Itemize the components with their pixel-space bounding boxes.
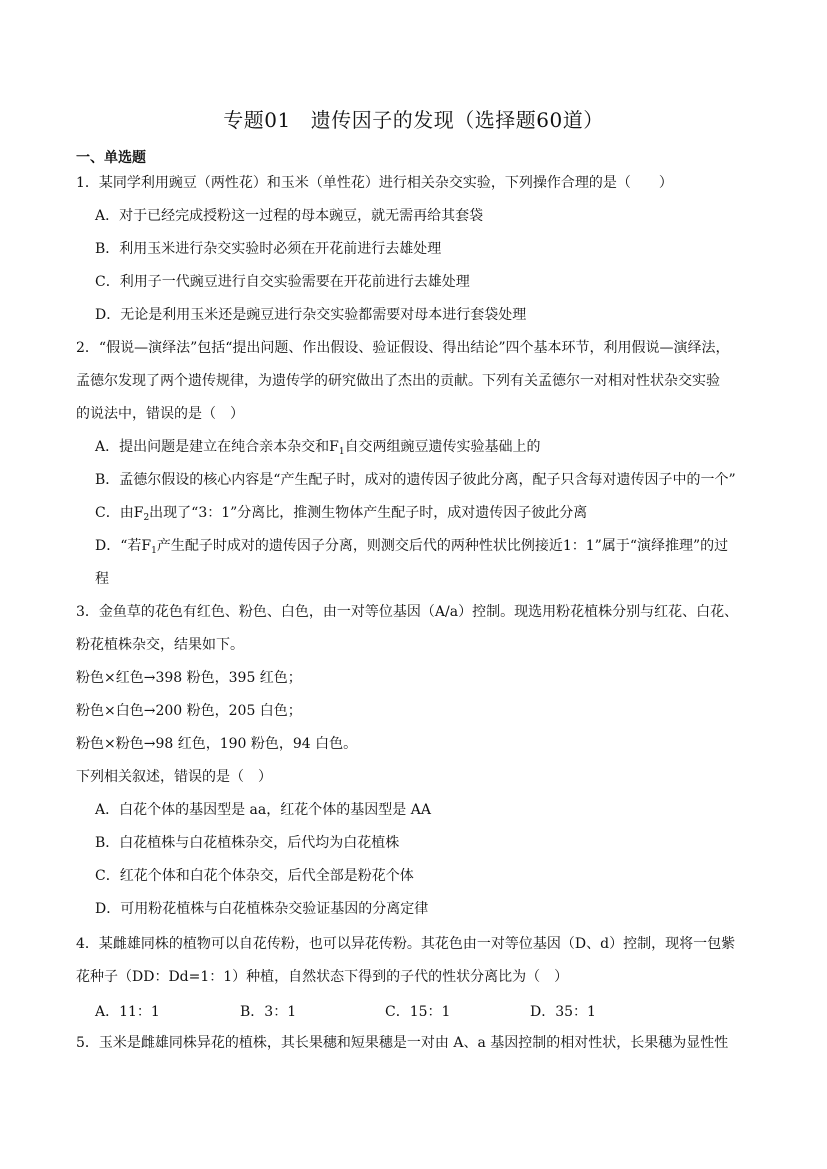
q4-option-c: C．15：1	[385, 1004, 451, 1020]
q4-option-a: A．11：1	[95, 1004, 160, 1020]
q3-result-3: 粉色×粉色→98 红色，190 粉色，94 白色。	[76, 736, 358, 752]
q2-option-a: A．提出问题是建立在纯合亲本杂交和$F_1$自交两组豌豆遗传实验基础上的	[95, 439, 541, 457]
q1-option-c: C．利用子一代豌豆进行自交实验需要在开花前进行去雄处理	[95, 274, 470, 290]
q2-option-d-cont: 程	[95, 571, 109, 587]
q2-option-d: D．“若$F_1$产生配子时成对的遗传因子分离，则测交后代的两种性状比例接近1：1”属于“演绎推理”的过	[95, 538, 729, 556]
q2-stem-line1: 2．“假说—演绎法”包括“提出问题、作出假设、验证假设、得出结论”四个基本环节，利用假说—演绎法，	[76, 340, 730, 356]
section-heading: 一、单选题	[76, 150, 146, 166]
q3-option-a: A．白花个体的基因型是 aa，红花个体的基因型是 AA	[95, 802, 431, 818]
q3-option-b: B．白花植株与白花植株杂交，后代均为白花植株	[95, 835, 400, 851]
q1-option-d: D．无论是利用玉米还是豌豆进行杂交实验都需要对母本进行套袋处理	[95, 307, 527, 323]
q4-stem-line2: 花种子（DD：Dd=1：1）种植，自然状态下得到的子代的性状分离比为（ ）	[76, 969, 569, 985]
q4-options	[95, 1001, 675, 1021]
q3-option-d: D．可用粉花植株与白花植株杂交验证基因的分离定律	[95, 901, 429, 917]
q4-option-b: B．3：1	[240, 1004, 297, 1020]
q3-result-2: 粉色×白色→200 粉色，205 白色；	[76, 703, 302, 719]
title-subject: 遗传因子的发现（选择题60道）	[310, 108, 604, 132]
q4-stem-line1: 4．某雌雄同株的植物可以自花传粉，也可以异花传粉。其花色由一对等位基因（D、d）控制，现将一包紫	[76, 936, 736, 952]
title-topic: 专题01	[223, 108, 291, 132]
q3-stem-line1: 3．金鱼草的花色有红色、粉色、白色，由一对等位基因（A/a）控制。现选用粉花植株分别与红花、白花、	[76, 604, 739, 620]
q3-ask: 下列相关叙述，错误的是（ ）	[76, 769, 272, 785]
q2-stem-line3: 的说法中，错误的是（ ）	[76, 406, 244, 422]
q1-option-b: B．利用玉米进行杂交实验时必须在开花前进行去雄处理	[95, 241, 442, 257]
q2-option-c: C．由$F_2$出现了“3：1”分离比，推测生物体产生配子时，成对遗传因子彼此分离	[95, 505, 588, 523]
q4-option-d: D．35：1	[530, 1004, 596, 1020]
q3-stem-line2: 粉花植株杂交，结果如下。	[76, 637, 244, 653]
q5-stem-line1: 5．玉米是雌雄同株异花的植株，其长果穗和短果穗是一对由 A、a 基因控制的相对性状，长果穗为显性性	[76, 1035, 729, 1051]
q1-stem: 1．某同学利用豌豆（两性花）和玉米（单性花）进行相关杂交实验，下列操作合理的是（ ）	[76, 175, 673, 191]
q2-stem-line2: 孟德尔发现了两个遗传规律，为遗传学的研究做出了杰出的贡献。下列有关孟德尔一对相对性状杂交实验	[76, 373, 720, 389]
page-title	[0, 104, 827, 133]
q1-option-a: A．对于已经完成授粉这一过程的母本豌豆，就无需再给其套袋	[95, 208, 484, 224]
q3-option-c: C．红花个体和白花个体杂交，后代全部是粉花个体	[95, 868, 414, 884]
q3-result-1: 粉色×红色→398 粉色，395 红色；	[76, 670, 302, 686]
q2-option-b: B．孟德尔假设的核心内容是“产生配子时，成对的遗传因子彼此分离，配子只含每对遗传因子中的一个”	[95, 472, 736, 488]
